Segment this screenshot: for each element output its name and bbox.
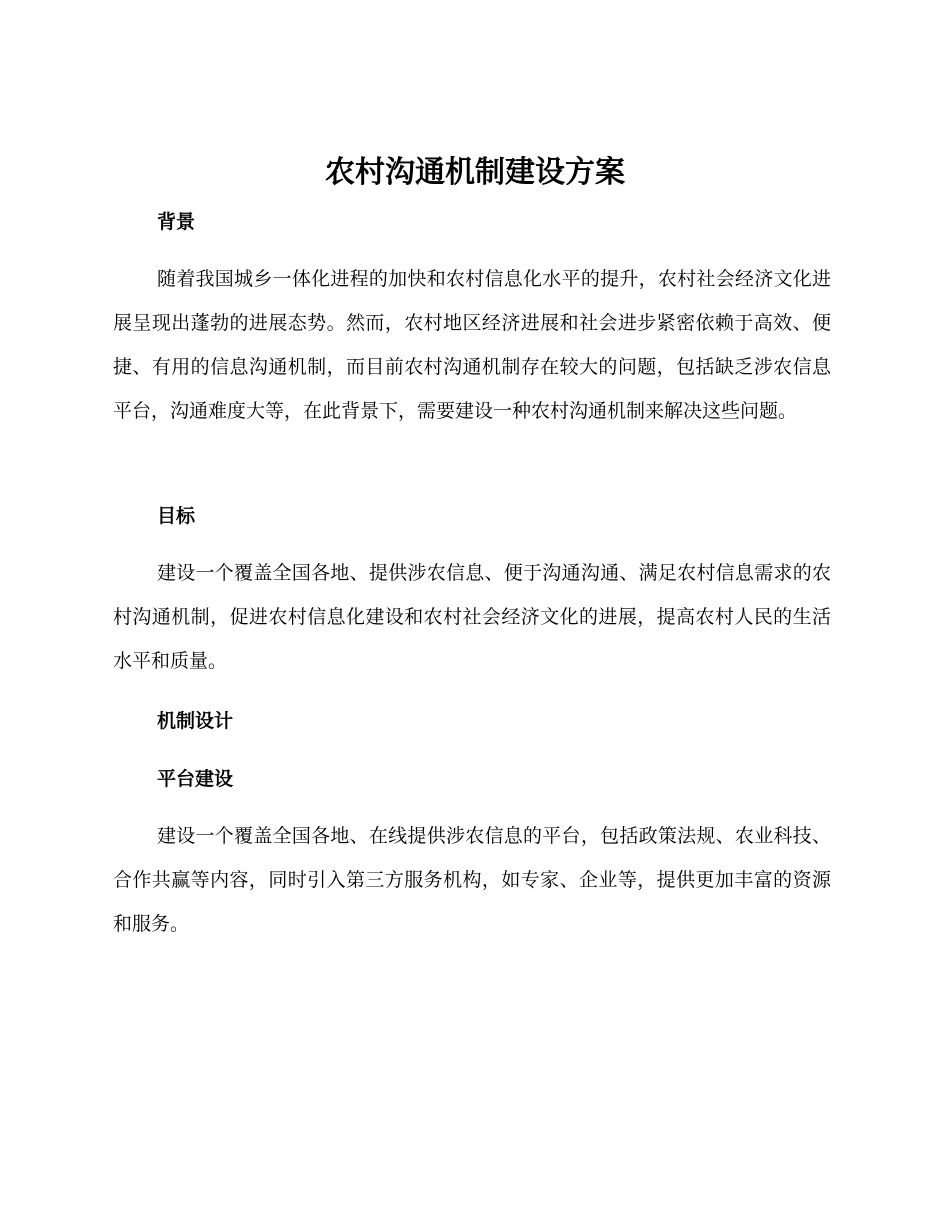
section-heading-goal: 目标 — [157, 505, 196, 527]
section-heading-platform: 平台建设 — [157, 768, 234, 790]
section-heading-mechanism-design: 机制设计 — [157, 710, 234, 732]
section-heading-background: 背景 — [157, 211, 196, 233]
document-title: 农村沟通机制建设方案 — [325, 155, 625, 190]
section-paragraph-platform: 建设一个覆盖全国各地、在线提供涉农信息的平台，包括政策法规、农业科技、合作共赢等内容，同时引入第三方服务机构，如专家、企业等，提供更加丰富的资源和服务。 — [113, 825, 831, 935]
section-paragraph-goal: 建设一个覆盖全国各地、提供涉农信息、便于沟通沟通、满足农村信息需求的农村沟通机制，促进农村信息化建设和农村社会经济文化的进展，提高农村人民的生活水平和质量。 — [113, 562, 831, 672]
section-paragraph-background: 随着我国城乡一体化进程的加快和农村信息化水平的提升，农村社会经济文化进展呈现出蓬勃的进展态势。然而，农村地区经济进展和社会进步紧密依赖于高效、便捷、有用的信息沟通机制，而目前农村沟通机制存在较大的问题，包括缺乏涉农信息平台，沟通难度大等，在此背景下，需要建设一种农村沟通机制来解决这些问题。 — [113, 268, 831, 422]
